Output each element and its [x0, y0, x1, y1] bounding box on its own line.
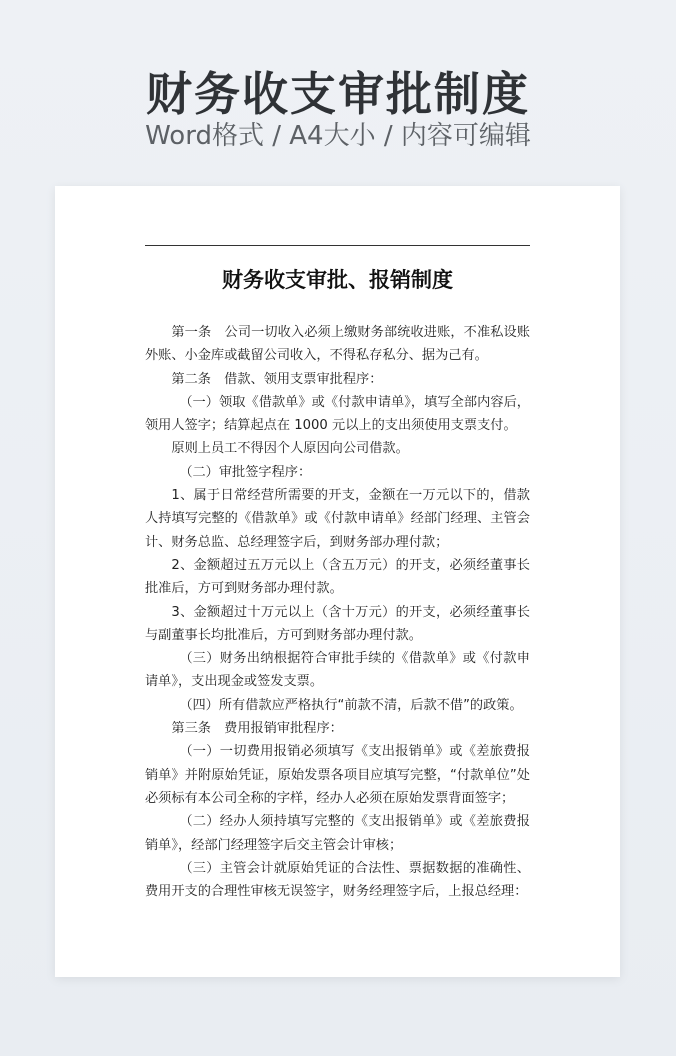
banner-title: 财务收支审批制度: [146, 67, 530, 121]
paragraph: 第三条 费用报销审批程序：: [171, 721, 343, 737]
paragraph: 2、金额超过五万元以上（含五万元）的开支，必须经董事长批准后，方可到财务部办理付款。: [145, 557, 530, 597]
paragraph: （二）审批签字程序：: [179, 464, 312, 480]
document-title: 财务收支审批、报销制度: [222, 268, 453, 292]
document-body: [145, 321, 530, 903]
paragraph: 1、属于日常经营所需要的开支，金额在一万元以下的，借款人持填写完整的《借款单》或《付款申请单》经部门经理、主管会计、财务总监、总经理签字后，到财务部办理付款；: [145, 488, 530, 550]
paragraph: （一）一切费用报销必须填写《支出报销单》或《差旅费报销单》并附原始凭证，原始发票各项目应填写完整，“付款单位”处必须标有本公司全称的字样，经办人必须在原始发票背面签字；: [145, 744, 530, 806]
paragraph: （三）主管会计就原始凭证的合法性、票据数据的准确性、费用开支的合理性审核无误签字，财务经理签字后，上报总经理：: [145, 860, 530, 900]
paragraph: （四）所有借款应严格执行“前款不清，后款不借”的政策。: [179, 697, 523, 713]
paragraph: 第一条 公司一切收入必须上缴财务部统收进账，不准私设账外账、小金库或截留公司收入，不得私存私分、据为己有。: [145, 325, 530, 364]
paragraph: 第二条 借款、领用支票审批程序：: [171, 371, 383, 387]
header-rule: [145, 245, 530, 246]
paragraph: （一）领取《借款单》或《付款申请单》，填写全部内容后，领用人签字；结算起点在 1000 元以上的支出须使用支票支付。: [145, 394, 530, 434]
paragraph: （二）经办人须持填写完整的《支出报销单》或《差旅费报销单》，经部门经理签字后交主管会计审核；: [145, 814, 530, 853]
document-page: [55, 186, 620, 977]
paragraph: （三）财务出纳根据符合审批手续的《借款单》或《付款申请单》，支出现金或签发支票。: [145, 651, 530, 690]
paragraph: 3、金额超过十万元以上（含十万元）的开支，必须经董事长与副董事长均批准后，方可到财务部办理付款。: [145, 604, 530, 643]
banner-subtitle: Word格式 / A4大小 / 内容可编辑: [145, 121, 531, 151]
paragraph: 原则上员工不得因个人原因向公司借款。: [171, 441, 409, 457]
